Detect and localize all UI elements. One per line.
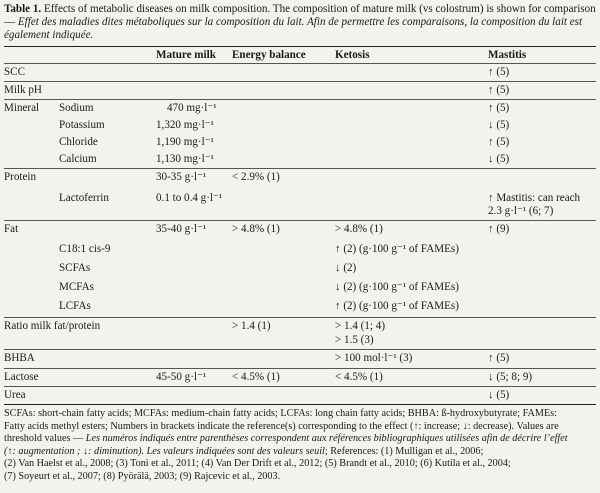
label-mcfa: MCFAs xyxy=(59,281,94,293)
lactoferrin-mastitis-line2: 2.3 g·l⁻¹ (6; 7) xyxy=(488,205,554,217)
fat-ketosis: > 4.8% (1) xyxy=(335,223,383,235)
fat-mastitis: ↑ (9) xyxy=(488,223,510,235)
potassium-mature: 1,320 mg·l⁻¹ xyxy=(156,119,214,131)
scfa-ketosis: ↓ (2) xyxy=(335,262,357,274)
row-lcfa xyxy=(4,298,596,317)
ratio-energy: > 1.4 (1) xyxy=(232,320,271,332)
label-calcium: Calcium xyxy=(59,153,97,165)
row-lactose xyxy=(4,369,596,386)
label-scc: SCC xyxy=(4,66,25,78)
label-lcfa: LCFAs xyxy=(59,300,91,312)
fat-mature: 35-40 g·l⁻¹ xyxy=(156,223,207,235)
table-caption xyxy=(4,3,596,42)
footnote-line1: SCFAs: short-chain fatty acids; MCFAs: medium-chain fatty acids; LCFAs: long chain fatty acids; BHBA: ß-hydroxybutyrate; FAMEs: xyxy=(4,408,557,419)
row-bhba xyxy=(4,350,596,368)
bhba-ketosis: > 100 mol·l⁻¹ (3) xyxy=(335,352,413,364)
label-c18: C18:1 cis-9 xyxy=(59,243,111,255)
ratio-ketosis-line1: > 1.4 (1; 4) xyxy=(335,320,386,332)
label-sodium: Sodium xyxy=(59,102,94,114)
label-potassium: Potassium xyxy=(59,119,105,131)
lactoferrin-mature: 0.1 to 0.4 g·l⁻¹ xyxy=(156,192,223,204)
label-mineral: Mineral xyxy=(4,102,40,114)
header-energy-balance: Energy balance xyxy=(232,49,306,61)
row-calcium xyxy=(4,151,596,168)
urea-mastitis: ↓ (5) xyxy=(488,389,510,401)
caption-text-fr: Effet des maladies dites métaboliques sur la composition du lait. Afin de permettre les comparaisons, la composition du lait est également indiquée. xyxy=(4,16,583,41)
row-scc xyxy=(4,64,596,81)
calcium-mastitis: ↓ (5) xyxy=(488,153,510,165)
scc-mastitis: ↑ (5) xyxy=(488,66,510,78)
protein-mature: 30-35 g·l⁻¹ xyxy=(156,171,207,183)
row-potassium xyxy=(4,117,596,134)
footnote-line3a: threshold values — xyxy=(4,433,84,445)
label-lactoferrin: Lactoferrin xyxy=(59,192,109,204)
fat-energy: > 4.8% (1) xyxy=(232,223,280,235)
ratio-ketosis-line2: > 1.5 (3) xyxy=(335,334,374,346)
table-page xyxy=(0,3,600,493)
sodium-mastitis: ↑ (5) xyxy=(488,102,510,114)
header-mature-milk: Mature milk xyxy=(156,49,216,61)
lactose-energy: < 4.5% (1) xyxy=(232,371,280,383)
label-fat: Fat xyxy=(4,223,19,235)
label-urea: Urea xyxy=(4,389,26,401)
row-mcfa xyxy=(4,279,596,298)
footnote-line4 xyxy=(4,446,596,459)
row-urea xyxy=(4,387,596,404)
footnote-line4b: ; References: (1) Mulligan et al., 2006; xyxy=(324,445,484,457)
footnote-line3 xyxy=(4,433,596,446)
row-c18 xyxy=(4,241,596,260)
row-chloride xyxy=(4,134,596,151)
sodium-mature: 470 mg·l⁻¹ xyxy=(167,102,217,114)
label-ph: Milk pH xyxy=(4,84,42,96)
row-ph xyxy=(4,82,596,99)
ph-mastitis: ↑ (5) xyxy=(488,84,510,96)
footnote-line5: (2) Van Haelst et al., 2008; (3) Toni et al., 2011; (4) Van Der Drift et al., 2012; (5) Brandt et al., 2010; (6) Kutila et al., 2004; xyxy=(4,458,511,470)
footnote-line3b: Les numéros indiqués entre parenthèses correspondent aux références bibliographiques utilisées afin de décrire l’effet xyxy=(85,433,568,445)
bhba-mastitis: ↑ (5) xyxy=(488,352,510,364)
row-fat xyxy=(4,221,596,241)
row-protein xyxy=(4,169,596,190)
lcfa-ketosis: ↑ (2) (g·100 g⁻¹ of FAMEs) xyxy=(335,300,459,312)
potassium-mastitis: ↓ (5) xyxy=(488,119,510,131)
bottom-rule xyxy=(4,404,596,405)
label-chloride: Chloride xyxy=(59,136,98,148)
table-footnote xyxy=(4,408,596,484)
caption-text-en: Effects of metabolic diseases on milk composition. The composition of mature milk (vs colostrum) is shown for comparison — xyxy=(4,3,596,28)
footnote-line6: (7) Soyeurt et al., 2007; (8) Pyörälä, 2003; (9) Rajcevic et al., 2003. xyxy=(4,470,281,482)
mcfa-ketosis: ↓ (2) (g·100 g⁻¹ of FAMEs) xyxy=(335,281,459,293)
footnote-line2: Fatty acids methyl esters; Numbers in brackets indicate the reference(s) corresponding to the effect (↑: increase; ↓: decrease). Values are xyxy=(4,420,559,432)
label-bhba: BHBA xyxy=(4,352,35,364)
calcium-mature: 1,130 mg·l⁻¹ xyxy=(156,153,214,165)
label-ratio: Ratio milk fat/protein xyxy=(4,320,101,332)
row-sodium xyxy=(4,100,596,117)
caption-label: Table 1. xyxy=(4,3,42,15)
lactose-ketosis: < 4.5% (1) xyxy=(335,371,383,383)
row-ratio xyxy=(4,318,596,349)
label-scfa: SCFAs xyxy=(59,262,91,274)
chloride-mature: 1,190 mg·l⁻¹ xyxy=(156,136,214,148)
protein-energy: < 2.9% (1) xyxy=(232,171,280,183)
header-row xyxy=(4,47,596,63)
chloride-mastitis: ↑ (5) xyxy=(488,136,510,148)
lactoferrin-mastitis-line1: ↑ Mastitis: can reach xyxy=(488,192,581,204)
footnote-line4a: (↑: augmentation ; ↓: diminution). Les valeurs indiquées sont des valeurs seuil xyxy=(4,445,325,457)
header-mastitis: Mastitis xyxy=(488,49,527,61)
label-lactose: Lactose xyxy=(4,371,39,383)
lactose-mature: 45-50 g·l⁻¹ xyxy=(156,371,207,383)
header-ketosis: Ketosis xyxy=(335,49,370,61)
row-lactoferrin xyxy=(4,190,596,220)
lactose-mastitis: ↓ (5; 8; 9) xyxy=(488,371,533,383)
label-protein: Protein xyxy=(4,171,37,183)
c18-ketosis: ↑ (2) (g·100 g⁻¹ of FAMEs) xyxy=(335,243,459,255)
row-scfa xyxy=(4,260,596,279)
